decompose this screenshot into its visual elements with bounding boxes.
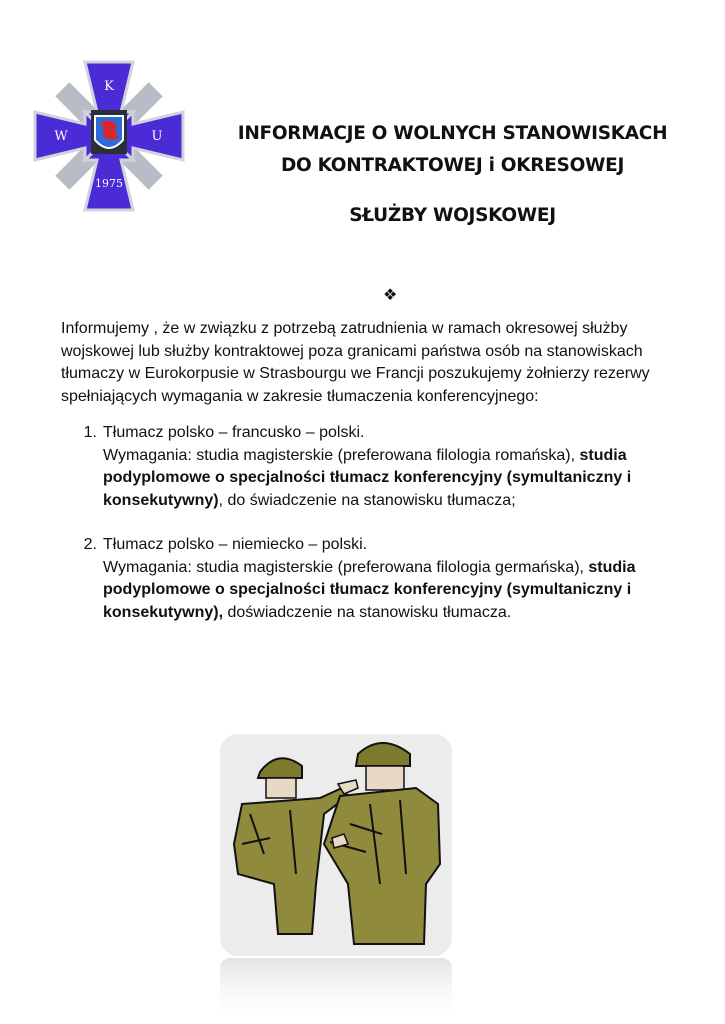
intro-paragraph: Informujemy , że w związku z potrzebą zatrudnienia w ramach okresowej służby wojskowej lub służby kontraktowej poza granicami państwa osób na stanowiskach tłumaczy w Eurokorpusie w Strasbourgu we Francji poszukujemy żołnierzy rezerwy spełniających wymagania w zakresie tłumaczenia konferencyjnego: <box>61 320 650 405</box>
requirements-text: Wymagania: studia magisterskie (preferowana filologia germańska), <box>103 558 589 576</box>
positions-list <box>61 422 691 624</box>
title-line-2: DO KONTRAKTOWEJ i OKRESOWEJ <box>280 155 625 176</box>
title-line-3: SŁUŻBY WOJSKOWEJ <box>349 205 556 226</box>
requirements-text: Wymagania: studia magisterskie (preferowana filologia romańska), <box>103 446 580 464</box>
logo-letter-u: U <box>151 129 163 144</box>
logo-letter-k: K <box>104 79 114 94</box>
requirements-bold: studia podyplomowe o specjalności tłumacz konferencyjny (symultaniczny i konsekutywny) <box>103 446 632 509</box>
logo-year: 1975 <box>95 177 123 190</box>
page-title <box>190 118 715 232</box>
list-item-content <box>103 534 691 624</box>
ornament-icon: ❖ <box>383 287 398 304</box>
list-number: 2. <box>83 536 97 553</box>
list-item-content <box>103 422 691 512</box>
requirements-bold: studia podyplomowe o specjalności tłumacz konferencyjny (symultaniczny i konsekutywny), <box>103 558 636 621</box>
document-body <box>61 318 691 646</box>
image-reflection <box>220 958 452 1024</box>
logo-letter-w: W <box>54 129 68 144</box>
requirements-suffix: doświadczenie na stanowisku tłumacza. <box>223 603 512 621</box>
wku-logo <box>33 60 185 212</box>
position-title: Tłumacz polsko – francusko – polski. <box>103 424 365 441</box>
list-item <box>61 534 691 624</box>
title-line-1: INFORMACJE O WOLNYCH STANOWISKACH <box>237 123 668 144</box>
logo-shield <box>91 110 127 154</box>
list-number: 1. <box>83 424 97 441</box>
list-item <box>61 422 691 512</box>
requirements-suffix: , do świadczenie na stanowisku tłumacza; <box>218 491 516 509</box>
soldiers-image <box>220 734 452 1024</box>
position-title: Tłumacz polsko – niemiecko – polski. <box>103 536 368 553</box>
